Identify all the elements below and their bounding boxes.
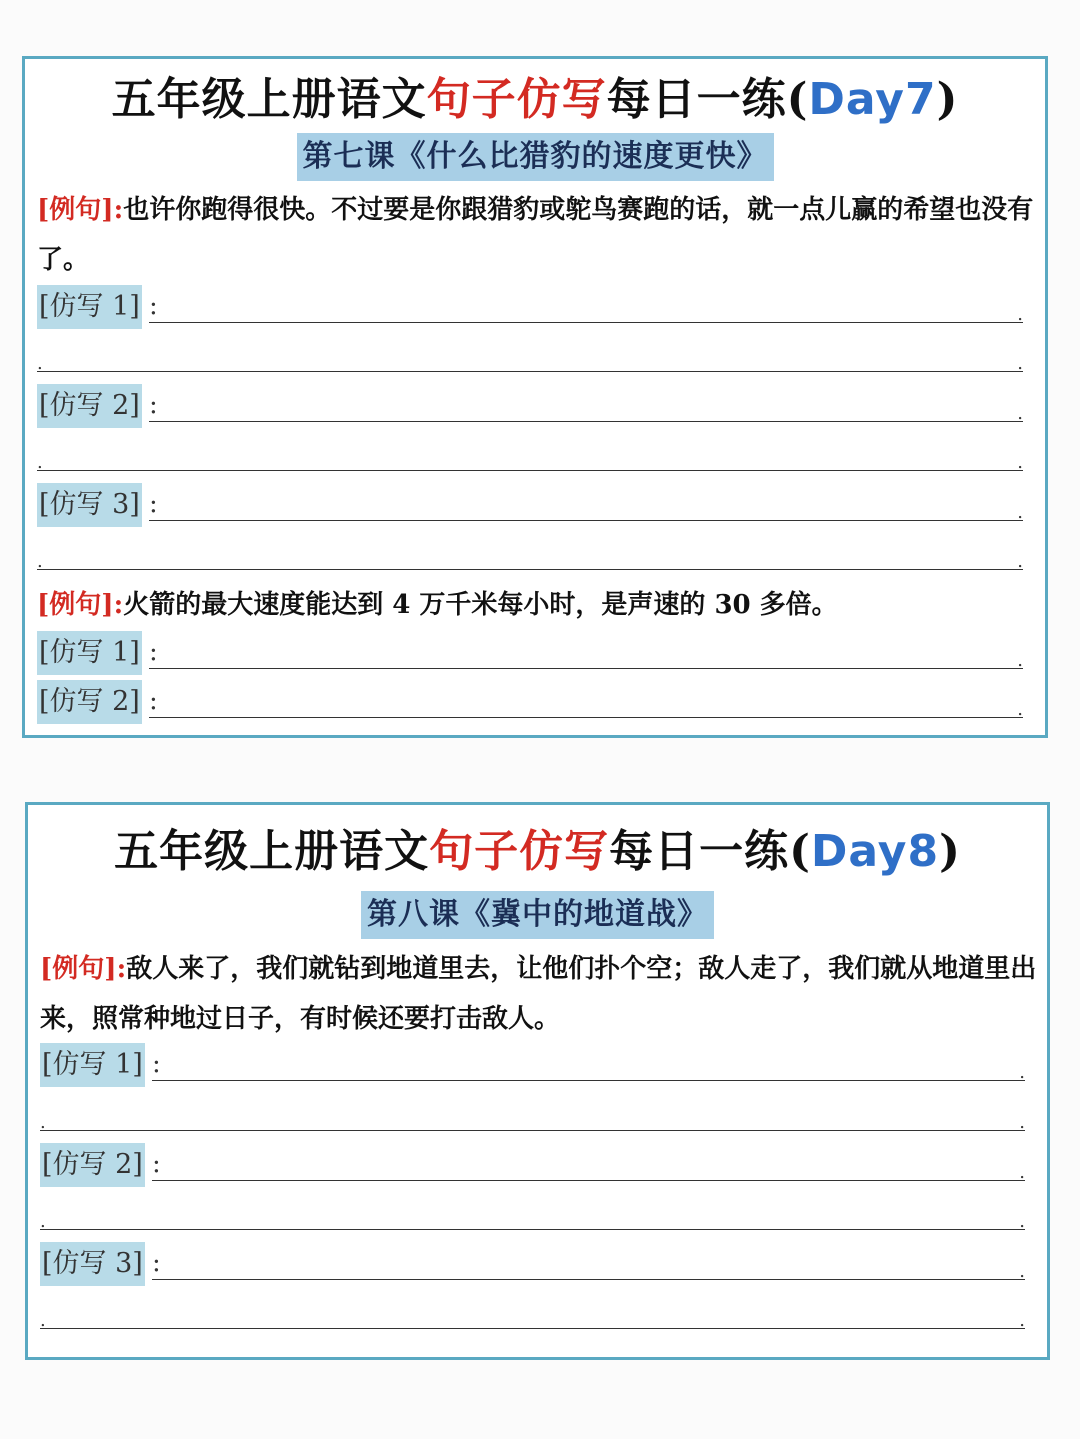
title-close: ) bbox=[936, 74, 959, 125]
practice-row-continuation[interactable] bbox=[37, 532, 1023, 578]
practice-row-continuation[interactable] bbox=[37, 433, 1023, 479]
answer-line[interactable] bbox=[149, 717, 1023, 718]
practice-label: [仿写 1] bbox=[37, 285, 142, 329]
title-prefix: 五年级上册语文 bbox=[114, 826, 430, 877]
practice-row-continuation[interactable] bbox=[37, 334, 1023, 380]
title-highlight: 句子仿写 bbox=[429, 826, 610, 877]
practice-label: [仿写 1] bbox=[37, 631, 142, 675]
line-end-dot: . bbox=[1017, 353, 1023, 374]
title-prefix: 五年级上册语文 bbox=[111, 74, 427, 125]
practice-row[interactable] bbox=[37, 631, 1023, 677]
practice-row-continuation[interactable] bbox=[40, 1192, 1025, 1238]
answer-line[interactable] bbox=[152, 1279, 1025, 1280]
worksheet-title bbox=[28, 815, 1047, 879]
practice-row[interactable] bbox=[40, 1143, 1025, 1189]
title-suffix: 每日一练( bbox=[606, 74, 809, 125]
line-end-dot: . bbox=[1019, 1310, 1025, 1331]
line-start-dot: . bbox=[37, 452, 43, 473]
line-end-dot: . bbox=[1019, 1062, 1025, 1083]
worksheet-title bbox=[25, 63, 1045, 127]
answer-line[interactable] bbox=[40, 1130, 1025, 1131]
answer-line[interactable] bbox=[149, 668, 1023, 669]
practice-label: [仿写 3] bbox=[37, 483, 142, 527]
colon: : bbox=[152, 1149, 161, 1179]
practice-label: [仿写 2] bbox=[40, 1143, 145, 1187]
practice-label: [仿写 2] bbox=[37, 384, 142, 428]
line-start-dot: . bbox=[40, 1310, 46, 1331]
line-end-dot: . bbox=[1017, 650, 1023, 671]
line-start-dot: . bbox=[37, 551, 43, 572]
example-text: 也许你跑得很快。不过要是你跟猎豹或鸵鸟赛跑的话，就一点儿赢的希望也没有了。 bbox=[37, 195, 1034, 275]
worksheet-day7 bbox=[22, 56, 1048, 738]
line-end-dot: . bbox=[1019, 1211, 1025, 1232]
line-end-dot: . bbox=[1017, 452, 1023, 473]
line-start-dot: . bbox=[40, 1211, 46, 1232]
answer-line[interactable] bbox=[152, 1180, 1025, 1181]
line-end-dot: . bbox=[1017, 551, 1023, 572]
answer-line[interactable] bbox=[152, 1080, 1025, 1081]
colon: : bbox=[152, 1248, 161, 1278]
practice-row-continuation[interactable] bbox=[40, 1093, 1025, 1139]
colon: : bbox=[149, 291, 158, 321]
line-start-dot: . bbox=[40, 1112, 46, 1133]
practice-label: [仿写 1] bbox=[40, 1043, 145, 1087]
practice-row[interactable] bbox=[37, 384, 1023, 430]
answer-line[interactable] bbox=[149, 520, 1023, 521]
colon: : bbox=[149, 489, 158, 519]
example-text: 火箭的最大速度能达到 4 万千米每小时，是声速的 30 多倍。 bbox=[123, 590, 838, 620]
line-end-dot: . bbox=[1017, 403, 1023, 424]
practice-row[interactable] bbox=[40, 1242, 1025, 1288]
line-end-dot: . bbox=[1019, 1261, 1025, 1282]
practice-row[interactable] bbox=[40, 1043, 1025, 1089]
answer-line[interactable] bbox=[40, 1229, 1025, 1230]
lesson-heading-wrap bbox=[28, 891, 1047, 939]
lesson-heading-wrap bbox=[25, 133, 1045, 181]
colon: : bbox=[149, 686, 158, 716]
example-sentence bbox=[40, 944, 1041, 1044]
answer-line[interactable] bbox=[37, 371, 1023, 372]
colon: : bbox=[149, 390, 158, 420]
practice-row[interactable] bbox=[37, 285, 1023, 331]
answer-line[interactable] bbox=[37, 470, 1023, 471]
title-day: Day7 bbox=[808, 74, 937, 125]
example-sentence bbox=[37, 185, 1039, 285]
example-tag: [例句]: bbox=[37, 590, 124, 620]
practice-label: [仿写 2] bbox=[37, 680, 142, 724]
colon: : bbox=[149, 637, 158, 667]
line-end-dot: . bbox=[1017, 304, 1023, 325]
example-sentence-2 bbox=[37, 580, 1039, 630]
answer-line[interactable] bbox=[149, 322, 1023, 323]
line-start-dot: . bbox=[37, 353, 43, 374]
practice-label: [仿写 3] bbox=[40, 1242, 145, 1286]
answer-line[interactable] bbox=[37, 569, 1023, 570]
example-tag: [例句]: bbox=[40, 954, 127, 984]
example-text: 敌人来了，我们就钻到地道里去，让他们扑个空；敌人走了，我们就从地道里出来，照常种地过日子，有时候还要打击敌人。 bbox=[40, 954, 1037, 1034]
title-highlight: 句子仿写 bbox=[426, 74, 607, 125]
colon: : bbox=[152, 1049, 161, 1079]
line-end-dot: . bbox=[1019, 1162, 1025, 1183]
title-suffix: 每日一练( bbox=[609, 826, 811, 877]
lesson-heading: 第八课《冀中的地道战》 bbox=[361, 891, 714, 939]
practice-row-continuation[interactable] bbox=[40, 1291, 1025, 1337]
answer-line[interactable] bbox=[149, 421, 1023, 422]
line-end-dot: . bbox=[1017, 699, 1023, 720]
worksheet-day8 bbox=[25, 802, 1050, 1360]
practice-row[interactable] bbox=[37, 483, 1023, 529]
title-close: ) bbox=[939, 826, 961, 877]
answer-line[interactable] bbox=[40, 1328, 1025, 1329]
title-day: Day8 bbox=[810, 826, 940, 877]
lesson-heading: 第七课《什么比猎豹的速度更快》 bbox=[297, 133, 774, 181]
example-tag: [例句]: bbox=[37, 195, 124, 225]
practice-row[interactable] bbox=[37, 680, 1023, 726]
line-end-dot: . bbox=[1017, 502, 1023, 523]
line-end-dot: . bbox=[1019, 1112, 1025, 1133]
